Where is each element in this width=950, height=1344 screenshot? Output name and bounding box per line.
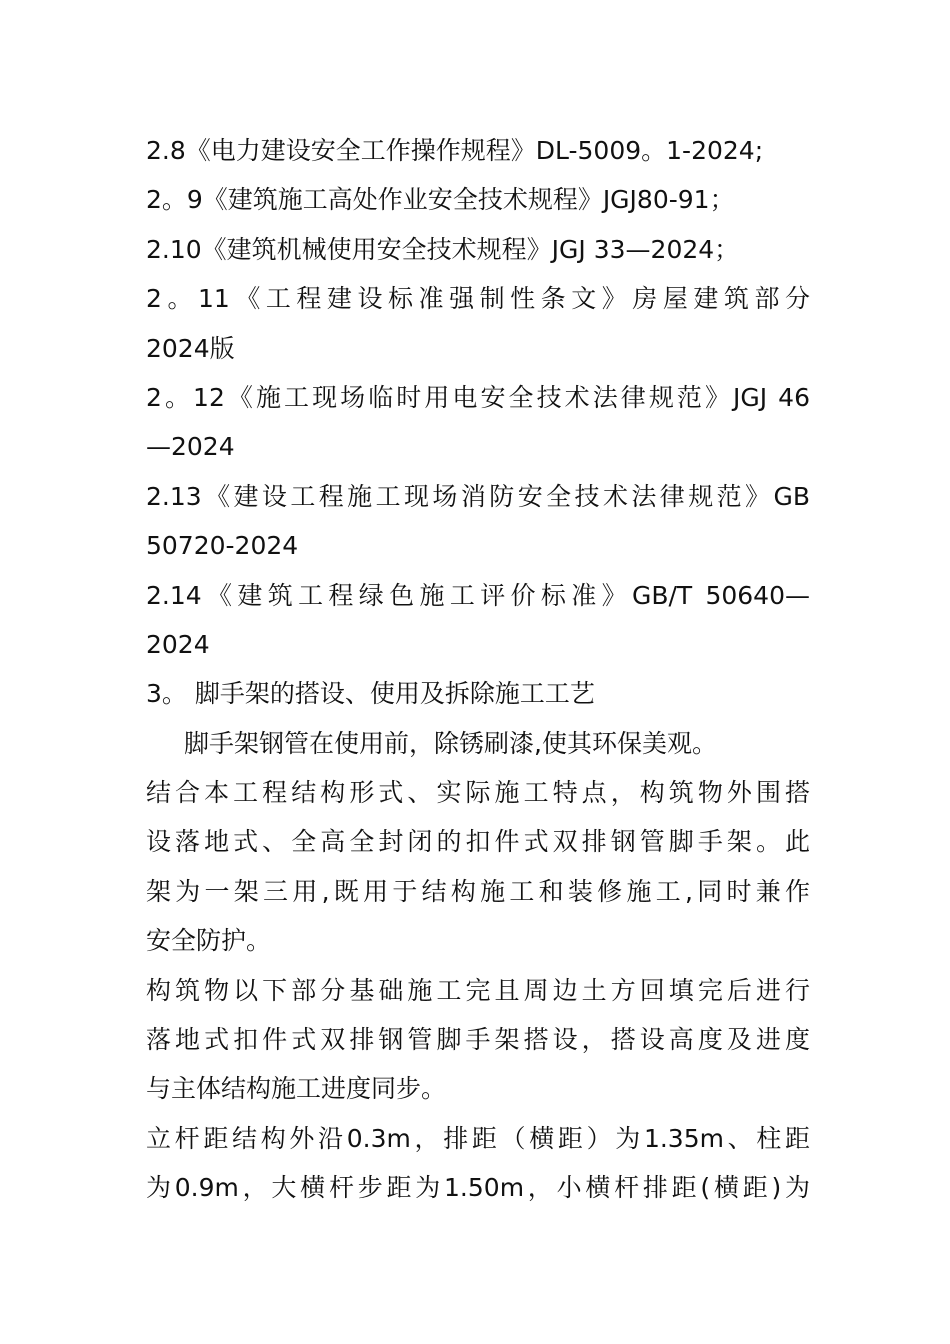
reference-item-2-14: 2.14《建筑工程绿色施工评价标准》GB/T 50640—: [146, 580, 810, 610]
paragraph-line: 落地式扣件式双排钢管脚手架搭设，搭设高度及进度: [146, 1025, 810, 1055]
paragraph-line: 安全防护。: [146, 926, 272, 956]
reference-item-2-11: 2。11《工程建设标准强制性条文》房屋建筑部分: [146, 284, 810, 314]
paragraph-line: 构筑物以下部分基础施工完且周边土方回填完后进行: [146, 975, 810, 1005]
paragraph-line: 为0.9m，大横杆步距为1.50m，小横杆排距(横距)为: [146, 1173, 810, 1203]
reference-item-2-13-continued: 50720-2024: [146, 531, 299, 561]
reference-item-2-10: 2.10《建筑机械使用安全技术规程》JGJ 33—2024；: [146, 234, 740, 264]
reference-item-2-11-continued: 2024版: [146, 333, 235, 363]
paragraph-line: 架为一架三用,既用于结构施工和装修施工,同时兼作: [146, 876, 810, 906]
paragraph-line: 立杆距结构外沿0.3m，排距（横距）为1.35m、柱距: [146, 1123, 810, 1153]
reference-item-2-9: 2。9《建筑施工高处作业安全技术规程》JGJ80-91；: [146, 185, 735, 215]
paragraph-line: 与主体结构施工进度同步。: [146, 1074, 447, 1104]
reference-item-2-12-continued: —2024: [146, 432, 235, 462]
document-body: [146, 126, 810, 1213]
paragraph-line: 脚手架钢管在使用前，除锈刷漆,使其环保美观。: [184, 728, 717, 758]
reference-item-2-13: 2.13《建设工程施工现场消防安全技术法律规范》GB: [146, 481, 810, 511]
section-heading-3: 3。 脚手架的搭设、使用及拆除施工工艺: [146, 679, 595, 709]
paragraph-line: 设落地式、全高全封闭的扣件式双排钢管脚手架。此: [146, 827, 810, 857]
reference-item-2-14-continued: 2024: [146, 629, 210, 659]
reference-item-2-12: 2。12《施工现场临时用电安全技术法律规范》JGJ 46: [146, 382, 810, 412]
reference-item-2-8: 2.8《电力建设安全工作操作规程》DL-5009。1-2024;: [146, 136, 764, 165]
paragraph-line: 结合本工程结构形式、实际施工特点，构筑物外围搭: [146, 778, 810, 808]
